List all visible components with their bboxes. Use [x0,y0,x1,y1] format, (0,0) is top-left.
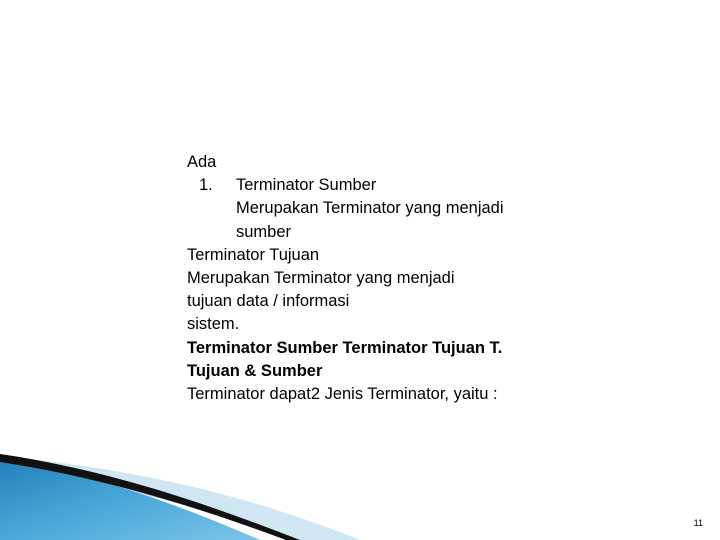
line-intro: Ada [187,153,217,171]
list-item-desc-2: sumber [236,222,292,241]
line-summary: Terminator dapat2 Jenis Terminator, yaitu : [187,385,498,404]
line-bold-1: Terminator Sumber Terminator Tujuan T. [187,338,503,357]
list-item-title: Terminator Sumber [236,176,377,195]
list-item-1 [187,174,607,197]
line-bold-2: Tujuan & Sumber [187,361,323,380]
list-number: 1. [199,176,213,195]
line-tujuan-desc-3: sistem. [187,315,240,334]
line-terminator-tujuan: Terminator Tujuan [187,245,320,264]
page-number: 11 [693,518,703,528]
slide-body-text [187,151,607,406]
line-tujuan-desc-1: Merupakan Terminator yang menjadi [187,269,455,288]
line-tujuan-desc-2: tujuan data / informasi [187,292,350,311]
list-item-desc-1: Merupakan Terminator yang menjadi [236,199,504,218]
